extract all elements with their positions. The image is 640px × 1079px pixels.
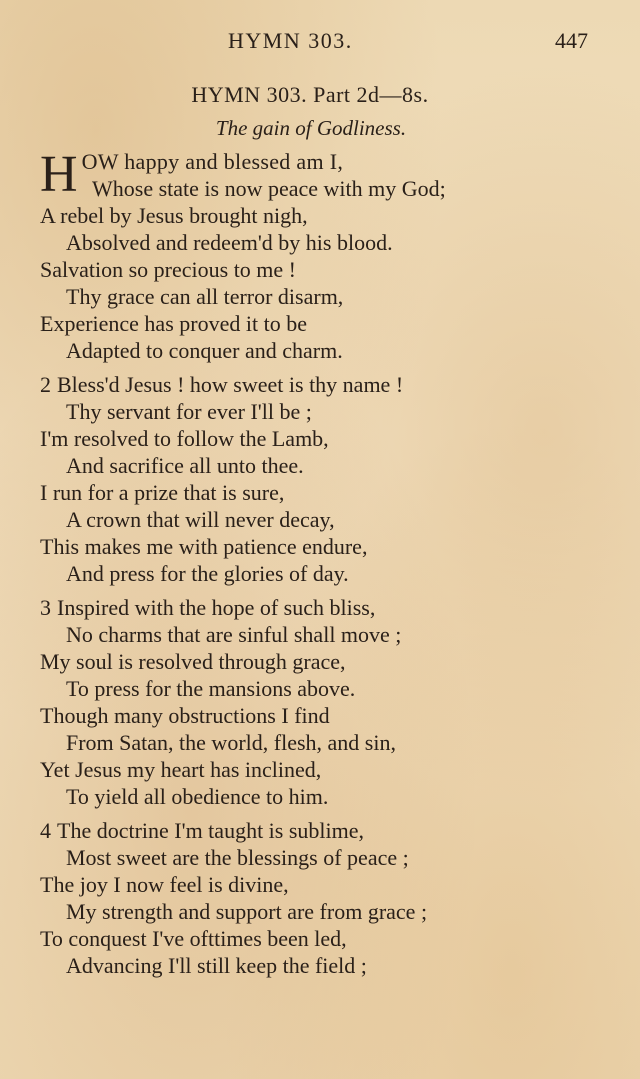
verse-number: 2 [40, 372, 51, 397]
verse-line: Salvation so precious to me ! [40, 257, 297, 282]
verse-line: Yet Jesus my heart has inclined, [40, 757, 322, 782]
verse-line: This makes me with patience endure, [40, 534, 368, 559]
page-number: 447 [555, 28, 588, 53]
verse-3-line-1: Inspired with the hope of such bliss, [57, 595, 376, 620]
verse-line: And sacrifice all unto thee. [66, 453, 304, 478]
hymn-subtitle: The gain of Godliness. [215, 116, 407, 140]
verse-4 [40, 817, 610, 979]
verse-line: A crown that will never decay, [66, 507, 335, 532]
verse-line: Experience has proved it to be [40, 311, 307, 336]
verse-line [40, 594, 610, 621]
verse-2 [40, 371, 610, 587]
verse-3 [40, 594, 610, 810]
verse-line: My soul is resolved through grace, [40, 649, 346, 674]
verse-line: Adapted to conquer and charm. [66, 338, 343, 363]
verse-line: Most sweet are the blessings of peace ; [66, 845, 409, 870]
verse-2-line-1: Bless'd Jesus ! how sweet is thy name ! [57, 372, 404, 397]
verse-line: To conquest I've ofttimes been led, [40, 926, 347, 951]
verse-number: 3 [40, 595, 51, 620]
hymn-verses [40, 148, 610, 979]
drop-cap: H [40, 146, 78, 203]
verse-line: Advancing I'll still keep the field ; [66, 953, 367, 978]
running-title: HYMN 303. [228, 28, 353, 53]
verse-line: To press for the mansions above. [66, 676, 356, 701]
verse-number: 4 [40, 818, 51, 843]
verse-1-opening [40, 148, 610, 202]
verse-line [40, 148, 610, 175]
verse-line: The joy I now feel is divine, [40, 872, 289, 897]
verse-1-line-1: OW happy and blessed am I, [81, 149, 344, 174]
verse-line: Thy servant for ever I'll be ; [66, 399, 312, 424]
verse-line: Thy grace can all terror disarm, [66, 284, 344, 309]
verse-line: Whose state is now peace with my God; [92, 176, 446, 201]
verse-line: From Satan, the world, flesh, and sin, [66, 730, 396, 755]
running-head [0, 28, 640, 58]
verse-line [40, 371, 610, 398]
verse-line: Absolved and redeem'd by his blood. [66, 230, 393, 255]
verse-line: Though many obstructions I find [40, 703, 330, 728]
verse-line: I run for a prize that is sure, [40, 480, 285, 505]
verse-4-line-1: The doctrine I'm taught is sublime, [57, 818, 365, 843]
verse-1 [40, 148, 610, 364]
verse-line: And press for the glories of day. [66, 561, 349, 586]
verse-line: No charms that are sinful shall move ; [66, 622, 402, 647]
verse-line: I'm resolved to follow the Lamb, [40, 426, 329, 451]
verse-line: A rebel by Jesus brought nigh, [40, 203, 308, 228]
verse-line: To yield all obedience to him. [66, 784, 329, 809]
verse-line [40, 817, 610, 844]
verse-line: My strength and support are from grace ; [66, 899, 428, 924]
hymn-heading: HYMN 303. Part 2d—8s. [191, 82, 429, 107]
